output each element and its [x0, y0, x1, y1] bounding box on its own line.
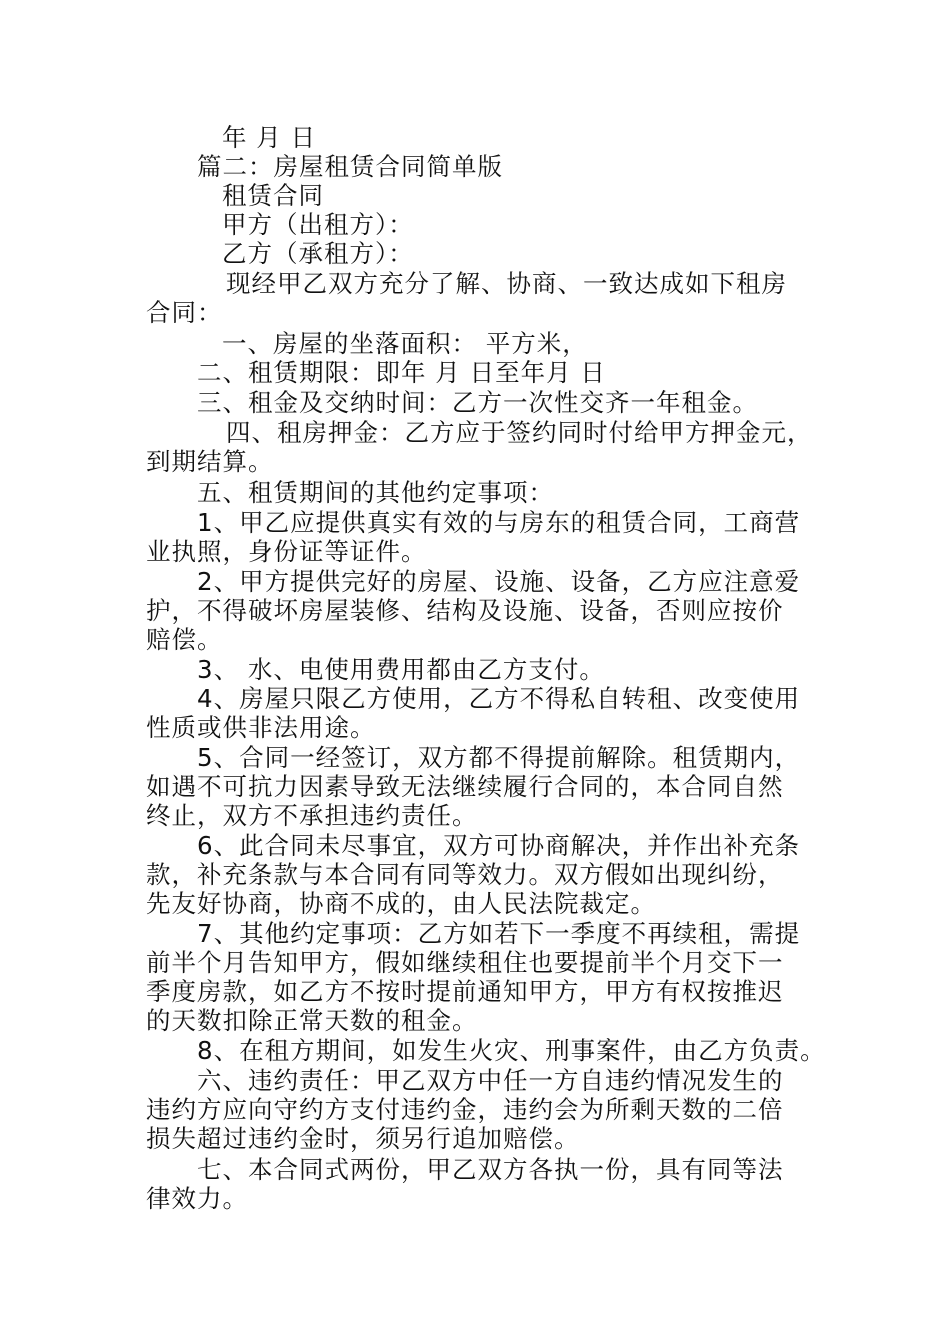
- clause-3: 三、租金及交纳时间：乙方一次性交齐一年租金。: [197, 388, 758, 417]
- item-7-line-2: 前半个月告知甲方，假如继续租住也要提前半个月交下一: [146, 948, 784, 977]
- clause-6-line-2: 违约方应向守约方支付违约金，违约会为所剩天数的二倍: [146, 1095, 784, 1124]
- date-line: 年 月 日: [222, 123, 317, 152]
- section-title: 篇二：房屋租赁合同简单版: [197, 152, 503, 181]
- item-7-line-3: 季度房款，如乙方不按时提前通知甲方，甲方有权按推迟: [146, 977, 784, 1006]
- item-3: 3、 水、电使用费用都由乙方支付。: [197, 655, 605, 684]
- item-4-line-2: 性质或供非法用途。: [146, 713, 376, 742]
- item-5-line-3: 终止，双方不承担违约责任。: [146, 801, 478, 830]
- clause-6-line-1: 六、违约责任：甲乙双方中任一方自违约情况发生的: [197, 1066, 784, 1095]
- clause-7-line-1: 七、本合同式两份，甲乙双方各执一份，具有同等法: [197, 1155, 784, 1184]
- item-4-line-1: 4、房屋只限乙方使用，乙方不得私自转租、改变使用: [197, 684, 801, 713]
- clause-6-line-3: 损失超过违约金时，须另行追加赔偿。: [146, 1124, 580, 1153]
- item-1-line-1: 1、甲乙应提供真实有效的与房东的租赁合同，工商营: [197, 508, 801, 537]
- clause-2: 二、租赁期限：即年 月 日至年月 日: [197, 358, 606, 387]
- item-7-line-4: 的天数扣除正常天数的租金。: [146, 1006, 478, 1035]
- item-5-line-1: 5、合同一经签订，双方都不得提前解除。租赁期内，: [197, 743, 801, 772]
- item-2-line-1: 2、甲方提供完好的房屋、设施、设备，乙方应注意爱: [197, 567, 801, 596]
- item-6-line-2: 款，补充条款与本合同有同等效力。双方假如出现纠纷，: [146, 860, 784, 889]
- item-6-line-3: 先友好协商，协商不成的，由人民法院裁定。: [146, 889, 656, 918]
- item-1-line-2: 业执照，身份证等证件。: [146, 537, 427, 566]
- intro-line-1: 现经甲乙双方充分了解、协商、一致达成如下租房: [226, 269, 787, 298]
- item-7-line-1: 7、其他约定事项：乙方如若下一季度不再续租，需提: [197, 919, 801, 948]
- item-2-line-3: 赔偿。: [146, 625, 223, 654]
- contract-title: 租赁合同: [222, 181, 324, 210]
- item-5-line-2: 如遇不可抗力因素导致无法继续履行合同的，本合同自然: [146, 772, 784, 801]
- item-8: 8、在租方期间，如发生火灾、刑事案件，由乙方负责。: [197, 1036, 826, 1065]
- clause-5: 五、租赁期间的其他约定事项：: [197, 478, 554, 507]
- party-a-line: 甲方（出租方）：: [222, 210, 414, 239]
- item-2-line-2: 护，不得破坏房屋装修、结构及设施、设备，否则应按价: [146, 596, 784, 625]
- clause-1: 一、房屋的坐落面积： 平方米，: [222, 329, 588, 358]
- party-b-line: 乙方（承租方）：: [222, 239, 414, 268]
- clause-4-line-1: 四、租房押金：乙方应于签约同时付给甲方押金元，: [226, 418, 813, 447]
- item-6-line-1: 6、此合同未尽事宜，双方可协商解决，并作出补充条: [197, 831, 801, 860]
- clause-7-line-2: 律效力。: [146, 1184, 248, 1213]
- clause-4-line-2: 到期结算。: [146, 447, 274, 476]
- intro-line-2: 合同：: [146, 298, 223, 327]
